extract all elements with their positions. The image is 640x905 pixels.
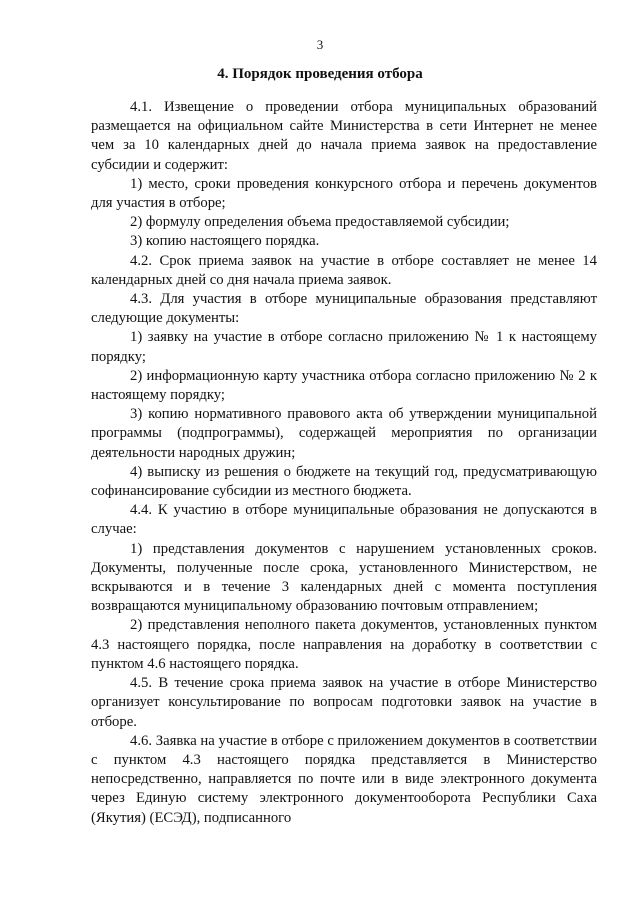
paragraph-4-4: 4.4. К участию в отборе муниципальные образования не допускаются в случае: — [91, 502, 597, 538]
page-number: 3 — [316, 37, 324, 52]
list-item: 3) копию нормативного правового акта об утверждении муниципальной программы (подпрограммы), содержащей мероприятия по организации деятельности народных дружин; — [91, 406, 597, 461]
section-title: 4. Порядок проведения отбора — [217, 66, 423, 82]
list-item: 1) представления документов с нарушением установленных сроков. Документы, полученные после срока, установленного Министерством, не вскрываются и в течение 3 календарных дней с момента поступления возвращаются муниципальному образованию почтовым отправлением; — [91, 540, 597, 615]
document-body — [91, 98, 597, 828]
list-item: 2) представления неполного пакета документов, установленных пунктом 4.3 настоящего порядка, после направления на доработку в соответствии с пунктом 4.6 настоящего порядка. — [91, 617, 597, 672]
list-item: 2) формулу определения объема предоставляемой субсидии; — [130, 214, 510, 231]
paragraph-4-3: 4.3. Для участия в отборе муниципальные образования представляют следующие документы: — [91, 291, 597, 327]
list-item: 3) копию настоящего порядка. — [130, 233, 320, 250]
paragraph-4-5: 4.5. В течение срока приема заявок на участие в отборе Министерство организует консультирование по вопросам подготовки заявок на участие в отборе. — [91, 675, 597, 730]
paragraph-4-6: 4.6. Заявка на участие в отборе с приложением документов в соответствии с пунктом 4.3 настоящего порядка представляется в Министерство непосредственно, направляется по почте или в виде электронного документа через Единую систему электронного документооборота Республики Саха (Якутия) (ЕСЭД), подписанного — [91, 732, 597, 826]
list-item: 4) выписку из решения о бюджете на текущий год, предусматривающую софинансирование субсидии из местного бюджета. — [91, 463, 597, 500]
list-item: 2) информационную карту участника отбора согласно приложению № 2 к настоящему порядку; — [91, 367, 597, 404]
paragraph-4-1: 4.1. Извещение о проведении отбора муниципальных образований размещается на официальном сайте Министерства в сети Интернет не менее чем за 10 календарных дней до начала приема заявок на предоставление субсидии и содержит: — [91, 99, 597, 173]
paragraph-4-2: 4.2. Срок приема заявок на участие в отборе составляет не менее 14 календарных дней со дня начала приема заявок. — [91, 252, 597, 288]
list-item: 1) заявку на участие в отборе согласно приложению № 1 к настоящему порядку; — [91, 329, 597, 365]
list-item: 1) место, сроки проведения конкурсного отбора и перечень документов для участия в отборе; — [91, 175, 597, 212]
